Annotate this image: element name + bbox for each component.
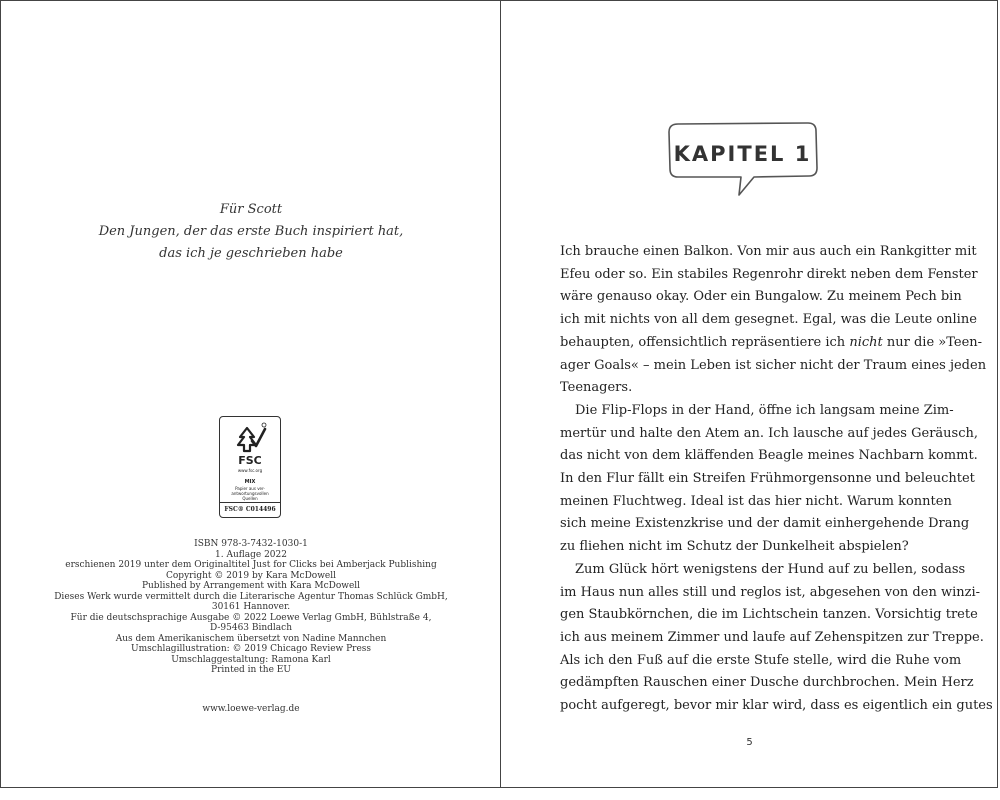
text-line: wäre genauso okay. Oder ein Bungalow. Zu meinem Pech bin — [560, 289, 962, 305]
dedication — [1, 199, 501, 265]
imprint-line: erschienen 2019 unter dem Originaltitel Just for Clicks bei Amberjack Publishing — [65, 560, 437, 570]
text-line: Teenagers. — [560, 380, 633, 396]
imprint-line: Printed in the EU — [211, 665, 291, 675]
imprint-line: Umschlaggestaltung: Ramona Karl — [171, 654, 331, 665]
imprint-line: 30161 Hannover. — [211, 602, 291, 612]
fsc-code: FSC® C014496 — [220, 502, 280, 517]
imprint-line: Dieses Werk wurde vermittelt durch die Literarische Agentur Thomas Schlück GmbH, — [54, 591, 448, 602]
text-line: zu fliehen nicht im Schutz der Dunkelheit abspielen? — [560, 539, 909, 555]
text-line: ich aus meinem Zimmer und laufe auf Zehenspitzen zur Treppe. — [560, 629, 984, 645]
text-line: gedämpften Rauschen einer Dusche durchbrochen. Mein Herz — [560, 675, 974, 691]
page-number: 5 — [746, 737, 753, 748]
right-page — [501, 1, 998, 787]
text-line: im Haus nun alles still und reglos ist, abgesehen von den winzi- — [560, 584, 981, 600]
paragraph — [560, 559, 993, 718]
publisher-website: www.loewe-verlag.de — [202, 704, 300, 714]
imprint — [1, 539, 501, 676]
chapter-body — [560, 241, 993, 718]
imprint-line: Aus dem Amerikanischem übersetzt von Nadine Mannchen — [115, 633, 387, 644]
imprint-line: Published by Arrangement with Kara McDowell — [141, 581, 361, 591]
fsc-description-line: Papier aus ver- — [235, 486, 265, 491]
paragraph — [560, 241, 987, 400]
text-line: mertür und halte den Atem an. Ich lausche auf jedes Geräusch, — [560, 425, 978, 441]
text-line: Ich brauche einen Balkon. Von mir aus auch ein Rankgitter mit — [560, 244, 977, 259]
text-line: In den Flur fällt ein Streifen Frühmorgensonne und beleuchtet — [560, 471, 975, 487]
chapter-title: KAPITEL 1 — [673, 142, 812, 166]
left-page — [1, 1, 501, 787]
fsc-mix-label: MIX — [244, 479, 256, 485]
fsc-description-line: antwortungsvollen — [231, 491, 269, 496]
text-line: meinen Fluchtweg. Ideal ist das hier nicht. Warum konnten — [560, 493, 952, 509]
paragraph — [560, 400, 978, 559]
fsc-site: www.fsc.org — [237, 468, 263, 473]
text-line: ager Goals« – mein Leben ist sicher nicht der Traum eines jeden — [560, 357, 987, 373]
text-line: sich meine Existenzkrise und der damit einhergehende Drang — [560, 516, 970, 532]
fsc-logo — [219, 416, 281, 518]
fsc-description-line: Quellen — [242, 496, 258, 501]
imprint-line: ISBN 978-3-7432-1030-1 — [194, 539, 308, 549]
fsc-description — [220, 486, 280, 501]
dedication-line: das ich je geschrieben habe — [159, 246, 343, 261]
text-line: Zum Glück hört wenigstens der Hund auf zu bellen, sodass — [575, 561, 966, 577]
imprint-line: Umschlagillustration: © 2019 Chicago Review Press — [130, 644, 372, 654]
dedication-line: Den Jungen, der das erste Buch inspiriert hat, — [98, 224, 404, 239]
dedication-line: Für Scott — [219, 202, 283, 217]
text-line: Die Flip-Flops in der Hand, öffne ich langsam meine Zim- — [575, 402, 954, 418]
text-line: das nicht von dem kläffenden Beagle meines Nachbarn kommt. — [560, 448, 978, 464]
imprint-line: Für die deutschsprachige Ausgabe © 2022 Loewe Verlag GmbH, Bühlstraße 4, — [70, 612, 432, 623]
imprint-line: D-95463 Bindlach — [209, 623, 293, 633]
text-line: ich mit nichts von all dem gesegnet. Egal, was die Leute online — [560, 312, 977, 328]
fsc-brand: FSC — [238, 454, 262, 467]
text-line: gen Staubkörnchen, die im Lichtschein tanzen. Vorsichtig trete — [560, 607, 978, 623]
text-line: pocht aufgeregt, bevor mir klar wird, dass es eigentlich ein gutes — [560, 698, 993, 714]
text-line: Als ich den Fuß auf die erste Stufe stelle, wird die Ruhe vom — [560, 652, 962, 668]
imprint-line: Copyright © 2019 by Kara McDowell — [166, 570, 336, 581]
text-line: behaupten, offensichtlich repräsentiere ich nicht nur die »Teen- — [560, 334, 983, 350]
text-line: Efeu oder so. Ein stabiles Regenrohr direkt neben dem Fenster — [560, 266, 978, 282]
emphasis: nicht — [849, 334, 883, 350]
imprint-line: 1. Auflage 2022 — [215, 549, 287, 560]
fsc-tree-check-icon — [234, 421, 268, 453]
